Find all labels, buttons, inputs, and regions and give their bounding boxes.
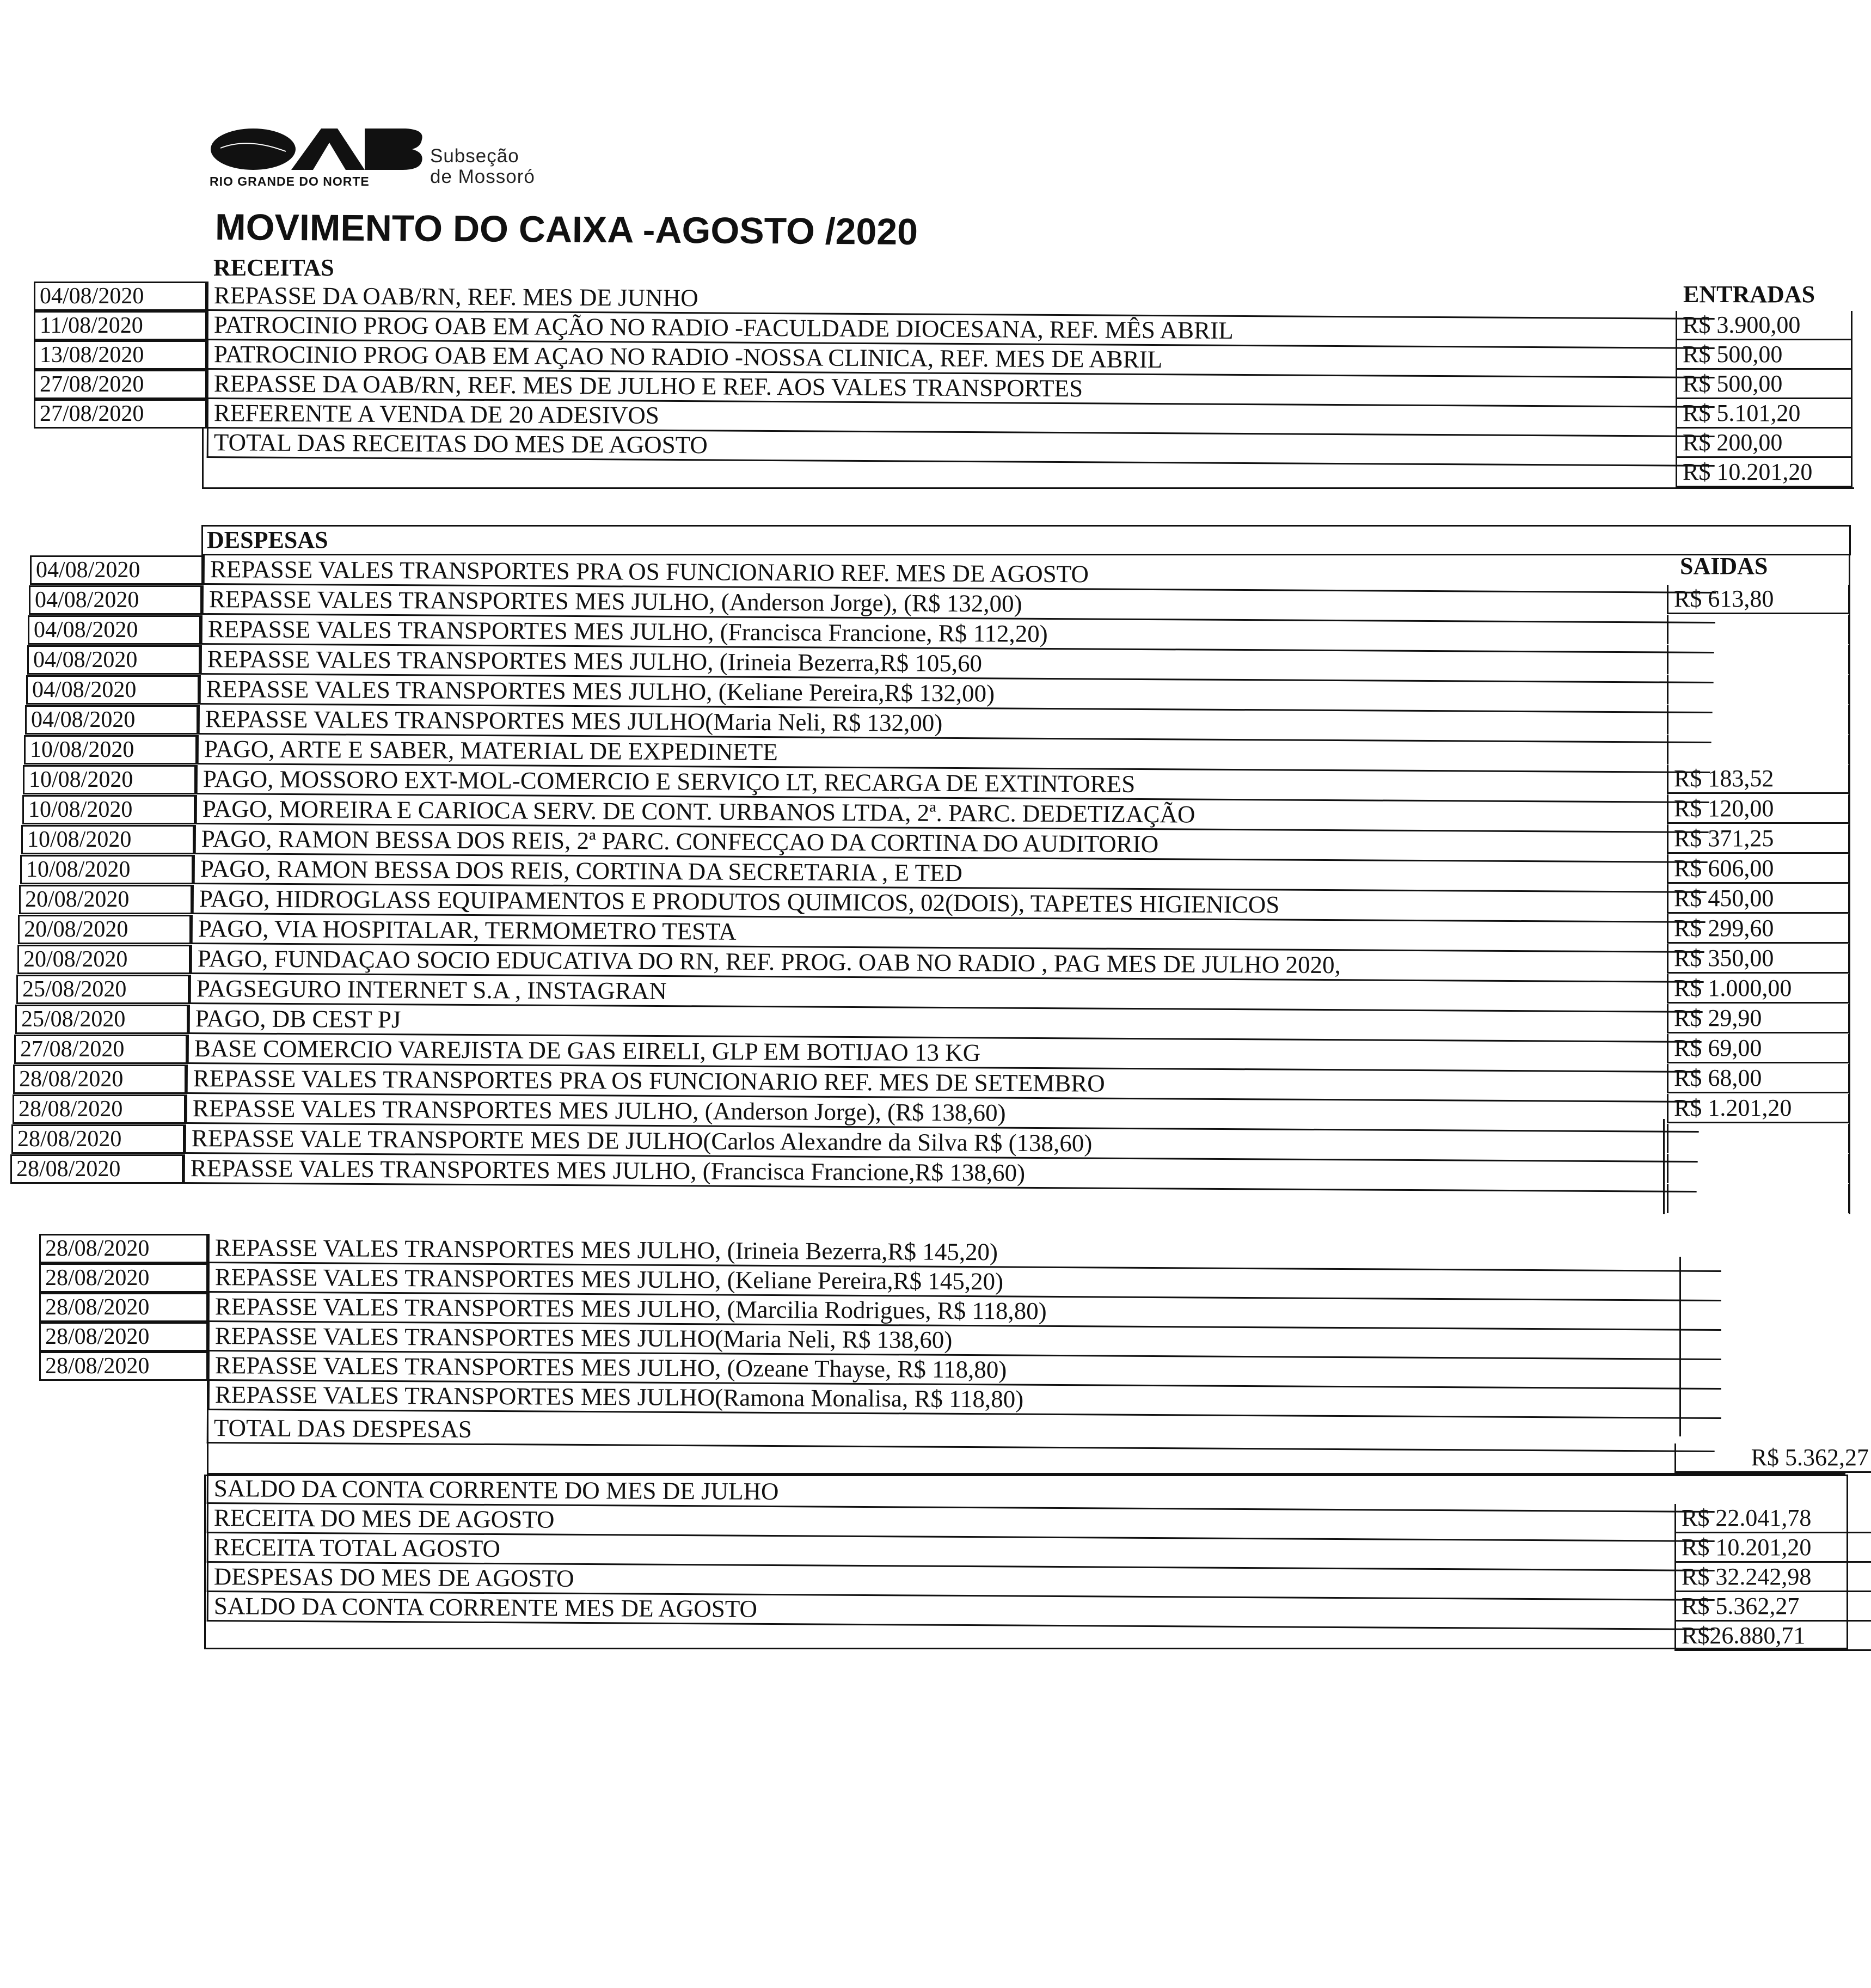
despesa-row-value: R$ 120,00 xyxy=(1667,794,1850,824)
despesa-row-date: 28/08/2020 xyxy=(13,1065,186,1094)
receita-value: R$ 3.900,00 xyxy=(1676,311,1852,340)
receita-value: R$ 5.101,20 xyxy=(1676,399,1852,429)
despesa-row-date: 04/08/2020 xyxy=(25,705,198,735)
despesa-row-date: 04/08/2020 xyxy=(28,615,201,645)
despesa-row-desc: REPASSE VALES TRANSPORTES PRA OS FUNCIONARIO REF. MES DE AGOSTO xyxy=(203,555,1716,594)
despesa-row-value xyxy=(1667,1184,1850,1213)
despesa-cont-row-date: 28/08/2020 xyxy=(39,1293,208,1322)
receita-frame-left xyxy=(202,429,204,487)
despesa-row-value: R$ 350,00 xyxy=(1667,944,1850,974)
despesa-row-desc: PAGO, RAMON BESSA DOS REIS, 2ª PARC. CONFECÇAO DA CORTINA DO AUDITORIO xyxy=(194,825,1708,863)
despesa-row-date: 10/08/2020 xyxy=(21,825,194,854)
despesa-row-desc: REPASSE VALES TRANSPORTES MES JULHO, (Irineia Bezerra,R$ 105,60 xyxy=(200,645,1714,683)
despesa-row-desc: BASE COMERCIO VAREJISTA DE GAS EIRELI, GLP EM BOTIJAO 13 KG xyxy=(187,1035,1701,1073)
despesas-header-box xyxy=(201,525,1851,555)
despesa-row-value: R$ 29,90 xyxy=(1667,1004,1850,1033)
despesa-row-desc: REPASSE VALES TRANSPORTES MES JULHO, (Anderson Jorge), (R$ 132,00) xyxy=(202,585,1715,623)
subsecao-line1: Subseção xyxy=(430,145,519,167)
despesa-row-desc: REPASSE VALES TRANSPORTES MES JULHO(Maria Neli, R$ 132,00) xyxy=(198,705,1711,743)
despesa-row-value: R$ 299,60 xyxy=(1667,914,1850,944)
despesa-row-date: 20/08/2020 xyxy=(17,945,191,974)
despesa-row-date: 25/08/2020 xyxy=(16,975,189,1004)
receita-desc: PATROCINIO PROG OAB EM AÇAO NO RADIO -NOSSA CLINICA, REF. MES DE ABRIL xyxy=(207,340,1715,378)
receita-total-value: R$ 10.201,20 xyxy=(1676,458,1852,487)
despesa-cont-frame-right xyxy=(1679,1257,1681,1436)
entradas-header: ENTRADAS xyxy=(1683,281,1815,308)
resumo-row-value: R$ 10.201,20 xyxy=(1674,1533,1871,1563)
despesa-cont-row-desc: REPASSE VALES TRANSPORTES MES JULHO(Ramona Monalisa, R$ 118,80) xyxy=(208,1381,1721,1419)
despesa-total-value: R$ 5.362,27 xyxy=(1674,1443,1871,1473)
despesa-row-desc: REPASSE VALES TRANSPORTES MES JULHO, (Anderson Jorge), (R$ 138,60) xyxy=(186,1094,1699,1133)
receita-value: R$ 200,00 xyxy=(1676,429,1852,458)
despesa-cont-row-date: 28/08/2020 xyxy=(39,1234,208,1263)
despesa-row-value: R$ 1.201,20 xyxy=(1667,1094,1850,1123)
receita-total-label: TOTAL DAS RECEITAS DO MES DE AGOSTO xyxy=(207,429,1715,467)
despesa-row-date: 20/08/2020 xyxy=(18,915,191,944)
receita-date: 27/08/2020 xyxy=(34,399,207,429)
subsecao-label xyxy=(430,146,535,187)
despesa-cont-row-date: 28/08/2020 xyxy=(39,1322,208,1351)
resumo-row-desc: SALDO DA CONTA CORRENTE MES DE AGOSTO xyxy=(207,1592,1715,1630)
despesa-row-value: R$ 606,00 xyxy=(1667,854,1850,884)
despesa-row-value: R$ 68,00 xyxy=(1667,1064,1850,1093)
saidas-header: SAIDAS xyxy=(1680,553,1768,579)
receita-desc: REFERENTE A VENDA DE 20 ADESIVOS xyxy=(207,399,1715,437)
despesa-row-date: 28/08/2020 xyxy=(10,1154,183,1184)
despesa-row-desc: PAGO, VIA HOSPITALAR, TERMOMETRO TESTA xyxy=(191,915,1704,953)
despesa-row-date: 04/08/2020 xyxy=(30,555,203,585)
despesa-row-date: 10/08/2020 xyxy=(23,765,196,794)
despesa-row-date: 28/08/2020 xyxy=(13,1094,186,1124)
despesa-row-desc: PAGO, DB CEST PJ xyxy=(188,1005,1702,1043)
despesa-row-date: 04/08/2020 xyxy=(26,675,199,705)
despesa-cont-row-desc: REPASSE VALES TRANSPORTES MES JULHO, (Irineia Bezerra,R$ 145,20) xyxy=(208,1234,1721,1272)
despesa-row-desc: PAGO, FUNDAÇAO SOCIO EDUCATIVA DO RN, REF. PROG. OAB NO RADIO , PAG MES DE JULHO 2020, xyxy=(191,945,1704,983)
despesa-row-date: 10/08/2020 xyxy=(22,795,195,824)
despesa-row-date: 04/08/2020 xyxy=(29,585,202,615)
despesa-row-desc: REPASSE VALES TRANSPORTES MES JULHO, (Keliane Pereira,R$ 132,00) xyxy=(199,675,1713,713)
saidas-frame-left xyxy=(1663,1119,1665,1214)
despesa-row-desc: PAGO, RAMON BESSA DOS REIS, CORTINA DA SECRETARIA , E TED xyxy=(193,855,1707,893)
receita-value: R$ 500,00 xyxy=(1676,370,1852,399)
despesa-row-date: 20/08/2020 xyxy=(19,885,192,914)
page-title: MOVIMENTO DO CAIXA -AGOSTO /2020 xyxy=(214,206,918,253)
despesa-cont-row-desc: REPASSE VALES TRANSPORTES MES JULHO(Maria Neli, R$ 138,60) xyxy=(208,1322,1721,1360)
despesa-row-desc: PAGSEGURO INTERNET S.A , INSTAGRAN xyxy=(189,975,1703,1013)
resumo-row-desc: RECEITA DO MES DE AGOSTO xyxy=(207,1504,1715,1542)
despesa-total-label: TOTAL DAS DESPESAS xyxy=(207,1414,1715,1452)
resumo-row-desc: RECEITA TOTAL AGOSTO xyxy=(207,1533,1715,1571)
logo-state: RIO GRANDE DO NORTE xyxy=(210,174,370,188)
receitas-label: RECEITAS xyxy=(213,254,334,281)
despesa-row-value: R$ 69,00 xyxy=(1667,1034,1850,1063)
despesa-cont-row-desc: REPASSE VALES TRANSPORTES MES JULHO, (Ozeane Thayse, R$ 118,80) xyxy=(208,1351,1721,1390)
resumo-row-desc: SALDO DA CONTA CORRENTE DO MES DE JULHO xyxy=(207,1475,1715,1513)
despesa-row-desc: PAGO, MOREIRA E CARIOCA SERV. DE CONT. URBANOS LTDA, 2ª. PARC. DEDETIZAÇÃO xyxy=(195,795,1709,833)
receita-desc: REPASSE DA OAB/RN, REF. MES DE JULHO E REF. AOS VALES TRANSPORTES xyxy=(207,370,1715,408)
despesa-row-date: 28/08/2020 xyxy=(11,1124,185,1154)
resumo-row-value: R$ 22.041,78 xyxy=(1674,1504,1871,1533)
resumo-row-value: R$ 32.242,98 xyxy=(1674,1563,1871,1592)
receita-date: 13/08/2020 xyxy=(34,340,207,370)
receita-date: 27/08/2020 xyxy=(34,370,207,399)
subsecao-line2: de Mossoró xyxy=(430,166,535,187)
despesa-row-value: R$ 1.000,00 xyxy=(1667,974,1850,1004)
despesa-cont-row-desc: REPASSE VALES TRANSPORTES MES JULHO, (Keliane Pereira,R$ 145,20) xyxy=(208,1263,1721,1301)
despesa-row-value: R$ 613,80 xyxy=(1667,585,1850,614)
resumo-row-desc: DESPESAS DO MES DE AGOSTO xyxy=(207,1563,1715,1601)
despesa-row-desc: PAGO, HIDROGLASS EQUIPAMENTOS E PRODUTOS QUIMICOS, 02(DOIS), TAPETES HIGIENICOS xyxy=(192,885,1706,923)
despesa-row-desc: REPASSE VALES TRANSPORTES PRA OS FUNCIONARIO REF. MES DE SETEMBRO xyxy=(186,1065,1700,1103)
resumo-row-value: R$26.880,71 xyxy=(1674,1622,1871,1651)
despesa-row-value: R$ 450,00 xyxy=(1667,884,1850,914)
despesa-row-desc: PAGO, ARTE E SABER, MATERIAL DE EXPEDINETE xyxy=(197,735,1710,773)
despesa-row-date: 04/08/2020 xyxy=(27,645,200,675)
despesa-cont-row-desc: REPASSE VALES TRANSPORTES MES JULHO, (Marcilia Rodrigues, R$ 118,80) xyxy=(208,1293,1721,1331)
receita-value: R$ 500,00 xyxy=(1676,340,1852,370)
despesa-row-date: 10/08/2020 xyxy=(20,855,193,884)
receita-desc: PATROCINIO PROG OAB EM AÇÃO NO RADIO -FACULDADE DIOCESANA, REF. MÊS ABRIL xyxy=(207,311,1715,349)
despesa-row-desc: REPASSE VALES TRANSPORTES MES JULHO, (Francisca Francione, R$ 112,20) xyxy=(201,615,1714,653)
despesa-row-value: R$ 183,52 xyxy=(1667,764,1850,794)
despesa-row-date: 10/08/2020 xyxy=(24,735,197,764)
receita-date: 11/08/2020 xyxy=(34,311,207,340)
despesa-cont-row-date: 28/08/2020 xyxy=(39,1351,208,1381)
despesa-cont-row-date: 28/08/2020 xyxy=(39,1263,208,1293)
despesa-row-desc: REPASSE VALE TRANSPORTE MES DE JULHO(Carlos Alexandre da Silva R$ (138,60) xyxy=(185,1124,1698,1163)
despesa-row-date: 27/08/2020 xyxy=(14,1035,187,1064)
receita-date: 04/08/2020 xyxy=(34,282,207,311)
despesas-label: DESPESAS xyxy=(207,527,328,553)
despesa-row-desc: PAGO, MOSSORO EXT-MOL-COMERCIO E SERVIÇO LT, RECARGA DE EXTINTORES xyxy=(196,765,1709,803)
receita-desc: REPASSE DA OAB/RN, REF. MES DE JUNHO xyxy=(207,282,1715,320)
despesa-row-desc: REPASSE VALES TRANSPORTES MES JULHO, (Francisca Francione,R$ 138,60) xyxy=(183,1154,1697,1192)
resumo-row-value: R$ 5.362,27 xyxy=(1674,1592,1871,1622)
despesa-row-date: 25/08/2020 xyxy=(15,1005,188,1034)
despesa-row-value: R$ 371,25 xyxy=(1667,824,1850,854)
receita-frame-bottom xyxy=(202,487,1854,489)
saidas-frame-right xyxy=(1849,555,1850,1214)
